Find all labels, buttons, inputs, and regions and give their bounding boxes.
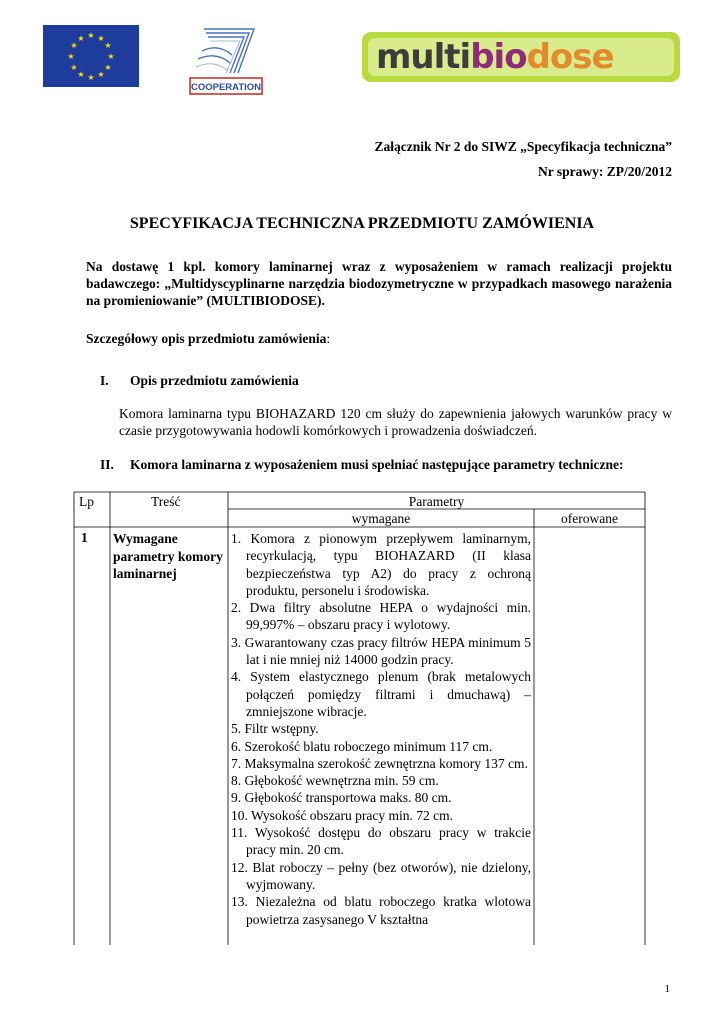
eu-stars-icon [43, 25, 139, 87]
requirement-item: 11. Wysokość dostępu do obszaru pracy w trakcie pracy min. 20 cm. [231, 825, 531, 858]
section-1-number: I. [100, 373, 109, 388]
svg-text:★: ★ [104, 41, 112, 50]
case-number: Nr sprawy: ZP/20/2012 [538, 164, 672, 179]
requirement-item: 13. Niezależna od blatu roboczego kratka wlotowa powietrza zasysanego V kształtna [231, 894, 531, 927]
svg-text:★: ★ [107, 52, 115, 61]
page-number: 1 [664, 983, 670, 995]
requirement-item: 2. Dwa filtry absolutne HEPA o wydajności min. 99,997% – obszaru pracy i wylotowy. [231, 600, 531, 633]
detail-heading-text: Szczegółowy opis przedmiotu zamówienia [86, 331, 327, 346]
requirement-item: 7. Maksymalna szerokość zewnętrzna komory 137 cm. [231, 755, 528, 771]
requirement-item: 3. Gwarantowany czas pracy filtrów HEPA minimum 5 lat i nie mniej niż 14000 godzin pracy. [231, 634, 531, 668]
requirement-item: 1. Komora z pionowym przepływem laminarnym, recyrkulacją, typu BIOHAZARD (II klasa bezpieczeństwa typ A2) do pracy z ochroną produktu, personelu i środowiska. [231, 531, 531, 598]
table-header-parametry: Parametry [408, 494, 465, 509]
table-header-lp: Lp [79, 494, 94, 509]
section-2-number: II. [100, 457, 114, 472]
logo-part-bio: bio [470, 37, 527, 77]
table-header-wymagane: wymagane [351, 511, 411, 526]
requirement-item: 9. Głębokość transportowa maks. 80 cm. [231, 790, 452, 806]
requirement-item: 4. System elastycznego plenum (brak metalowych połączeń pomiędzy filtrami i dmuchawą) – zmniejszone wibracje. [231, 669, 531, 719]
requirement-item: 10. Wysokość obszaru pracy min. 72 cm. [231, 807, 454, 823]
detail-heading-colon: : [326, 331, 331, 346]
section-1-body: Komora laminarna typu BIOHAZARD 120 cm służy do zapewnienia jałowych warunków pracy w czasie przygotowywania hodowli komórkowych i prowadzenia doświadczeń. [119, 406, 672, 438]
intro-paragraph: Na dostawę 1 kpl. komory laminarnej wraz z wyposażeniem w ramach realizacji projektu badawczego: „Multidyscyplinarne narzędzia biodozymetryczne w przypadkach masowego narażenia na promieniowanie” (MULTIBIODOSE). [86, 259, 672, 308]
requirement-item: 8. Głębokość wewnętrzna min. 59 cm. [231, 773, 439, 789]
requirements-list [231, 530, 531, 928]
requirement-item: 5. Filtr wstępny. [231, 721, 319, 737]
annex-label: Załącznik Nr 2 do SIWZ „Specyfikacja techniczna” [374, 139, 672, 154]
multibiodose-logo [362, 32, 680, 82]
svg-text:★: ★ [104, 63, 112, 72]
document-title: SPECYFIKACJA TECHNICZNA PRZEDMIOTU ZAMÓWIENIA [129, 215, 595, 232]
detail-heading [86, 331, 330, 347]
section-1-title: Opis przedmiotu zamówienia [130, 373, 299, 388]
section-2-heading [100, 457, 623, 473]
logo-part-multi: multi [376, 37, 471, 77]
fp7-cooperation-logo [188, 25, 264, 97]
requirement-item: 6. Szerokość blatu roboczego minimum 117 cm. [231, 738, 493, 754]
table-header-tresc: Treść [151, 494, 181, 509]
svg-text:★: ★ [97, 34, 105, 43]
svg-text:★: ★ [77, 70, 85, 79]
logo-part-dose: dose [526, 37, 614, 77]
svg-text:★: ★ [87, 73, 95, 82]
svg-text:★: ★ [70, 63, 78, 72]
section-2-title: Komora laminarna z wyposażeniem musi spełniać następujące parametry techniczne: [130, 457, 624, 472]
svg-text:★: ★ [67, 52, 75, 61]
svg-text:★: ★ [70, 41, 78, 50]
svg-text:★: ★ [87, 31, 95, 40]
eu-flag-logo [43, 25, 139, 87]
table-row-name: Wymagane parametry komory laminarnej [113, 531, 223, 581]
fp7-cooperation-label: COOPERATION [190, 82, 262, 93]
requirement-item: 12. Blat roboczy – pełny (bez otworów), nie dzielony, wyjmowany. [231, 859, 531, 892]
table-row-lp: 1 [81, 530, 88, 545]
svg-text:★: ★ [77, 34, 85, 43]
table-header-oferowane: oferowane [561, 511, 618, 526]
svg-text:★: ★ [97, 70, 105, 79]
section-1-heading [100, 373, 299, 389]
